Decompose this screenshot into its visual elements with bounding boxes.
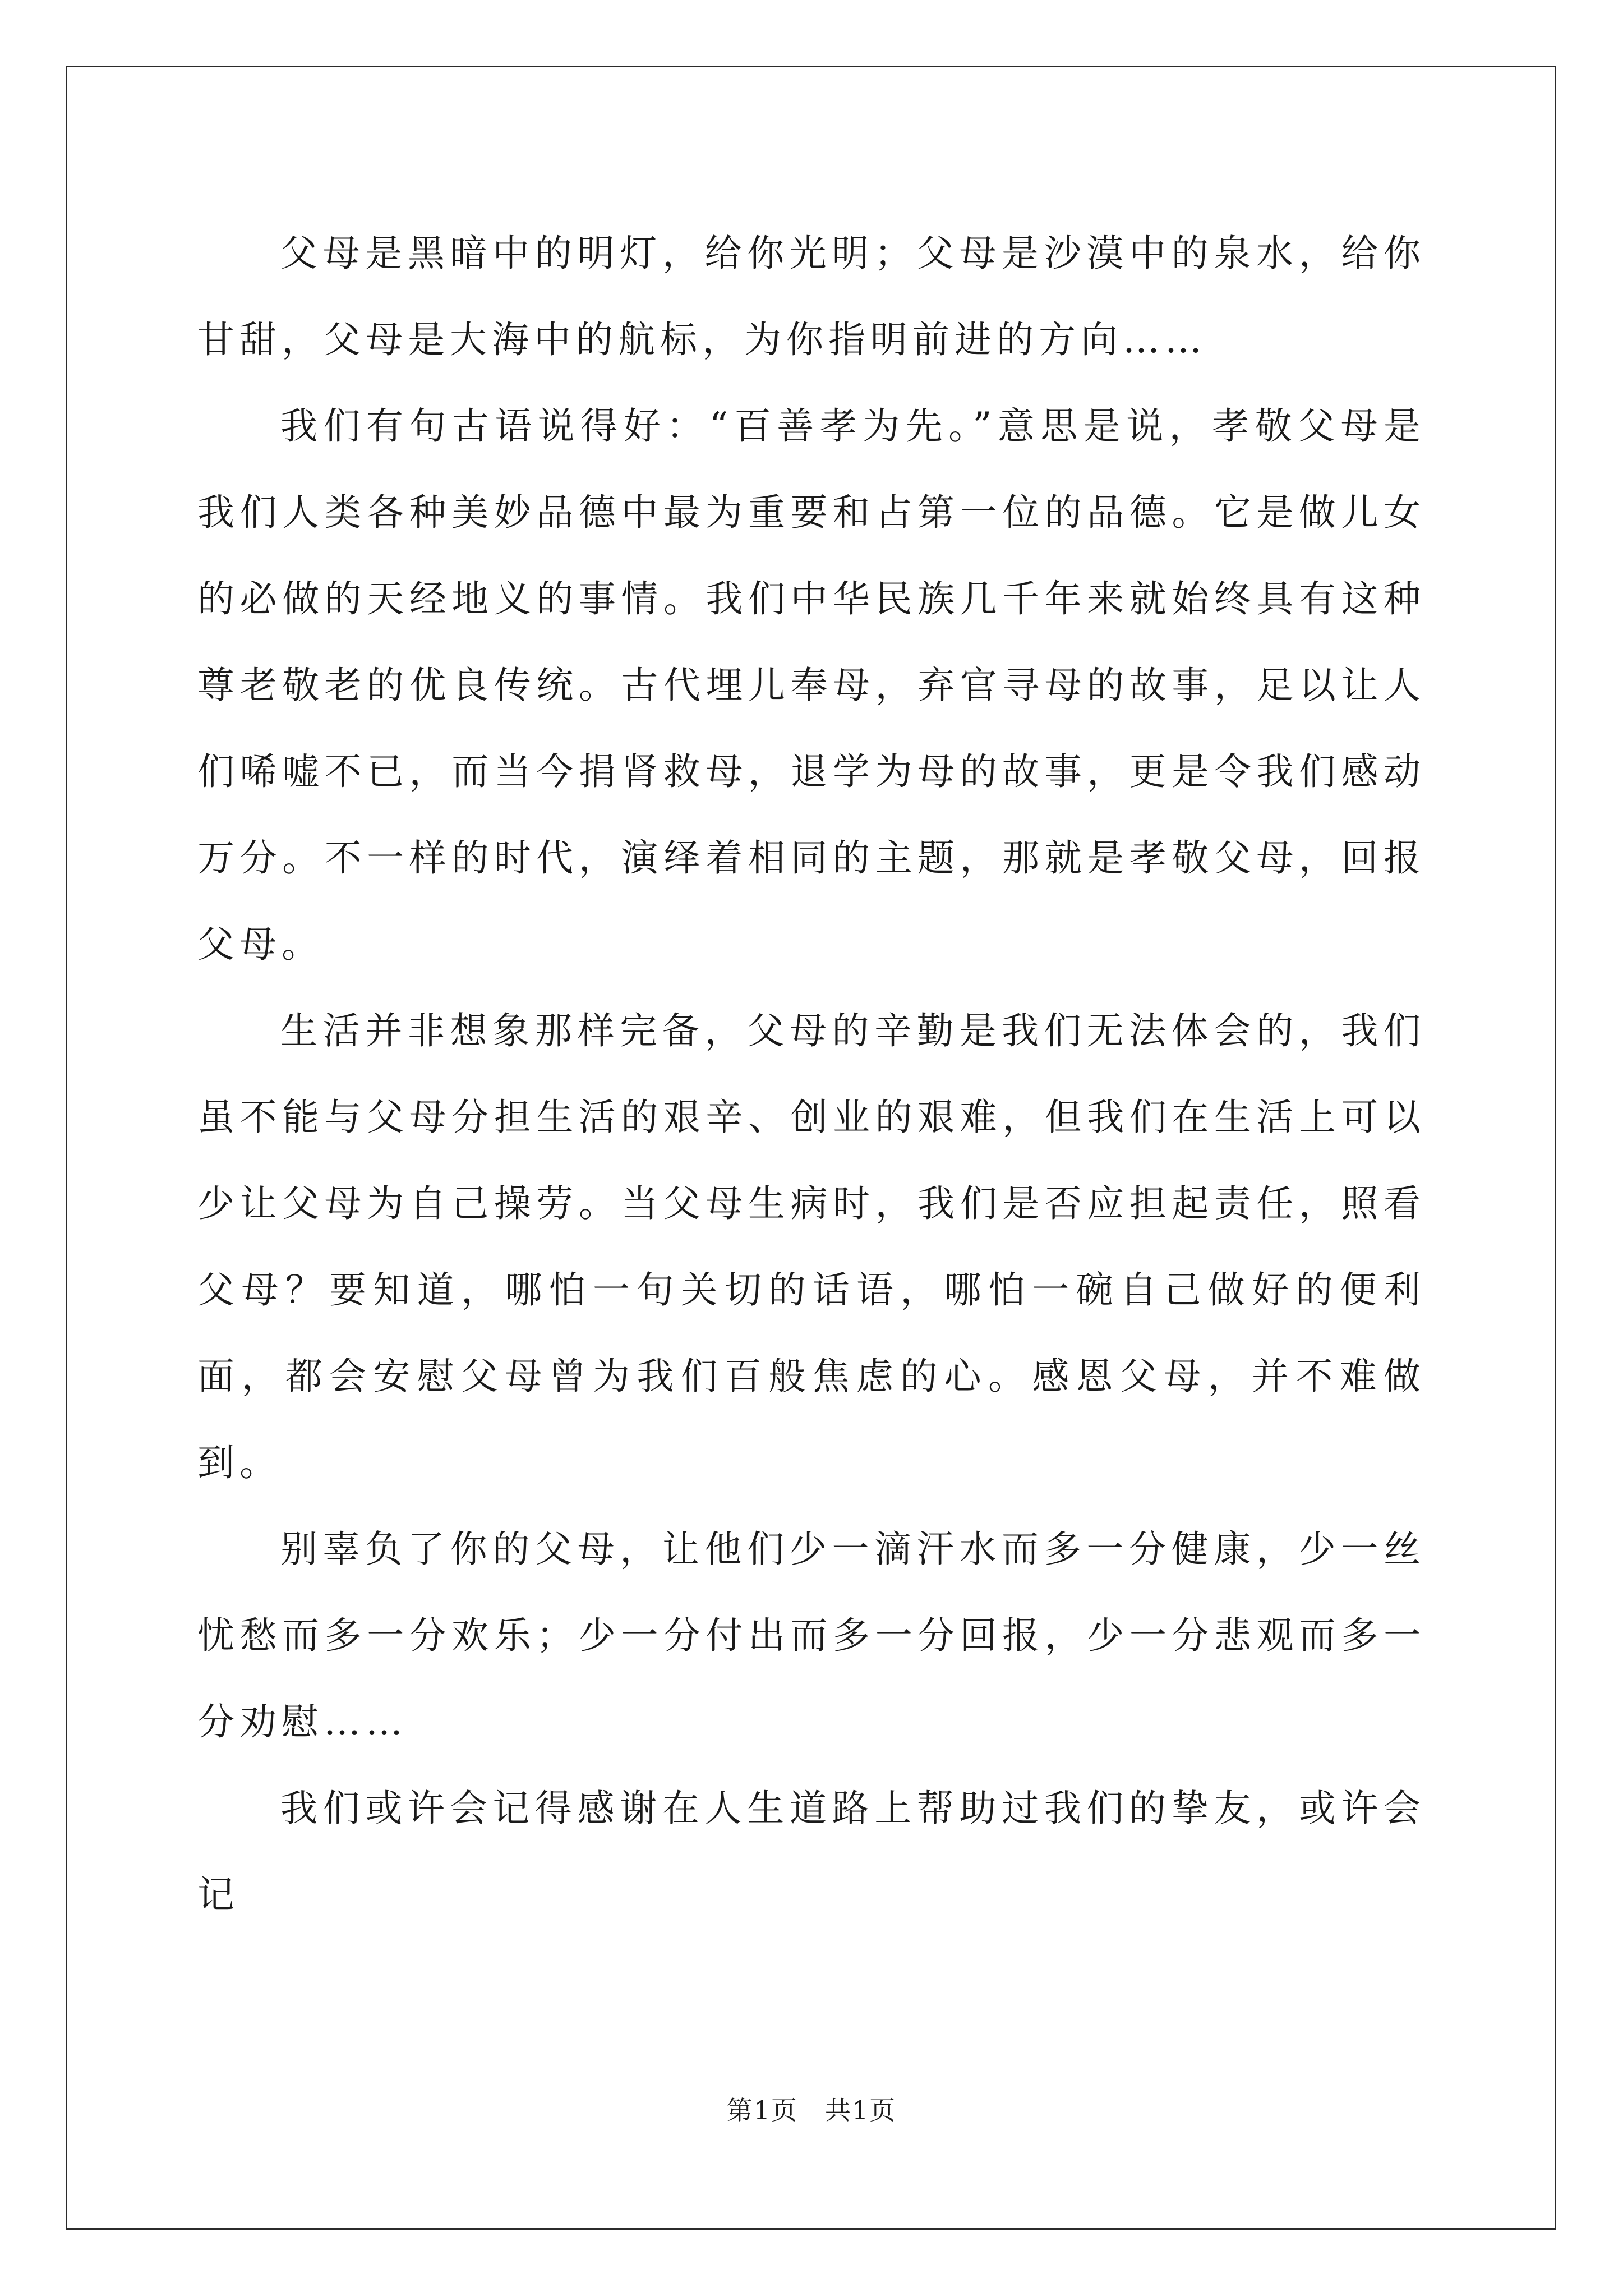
document-body bbox=[197, 210, 1426, 1938]
paragraph-2: 我们有句古语说得好：“百善孝为先。”意思是说，孝敬父母是我们人类各种美妙品德中最为重要和占第一位的品德。它是做儿女的必做的天经地义的事情。我们中华民族几千年来就始终具有这种尊老敬老的优良传统。古代埋儿奉母，弃官寻母的故事，足以让人们唏嘘不已，而当今捐肾救母，退学为母的故事，更是令我们感动万分。不一样的时代，演绎着相同的主题，那就是孝敬父母，回报父母。 bbox=[197, 404, 1426, 966]
paragraph-5: 我们或许会记得感谢在人生道路上帮助过我们的挚友，或许会记 bbox=[197, 1787, 1426, 1916]
page-number-footer: 第1页 共1页 bbox=[726, 2095, 897, 2125]
paragraph-4: 别辜负了你的父母，让他们少一滴汗水而多一分健康，少一丝忧愁而多一分欢乐；少一分付出而多一分回报，少一分悲观而多一分劝慰…… bbox=[197, 1527, 1426, 1743]
paragraph-3: 生活并非想象那样完备，父母的辛勤是我们无法体会的，我们虽不能与父母分担生活的艰辛、创业的艰难，但我们在生活上可以少让父母为自己操劳。当父母生病时，我们是否应担起责任，照看父母？要知道，哪怕一句关切的话语，哪怕一碗自己做好的便利面，都会安慰父母曾为我们百般焦虑的心。感恩父母，并不难做到。 bbox=[197, 1009, 1426, 1484]
paragraph-1: 父母是黑暗中的明灯，给你光明；父母是沙漠中的泉水，给你甘甜，父母是大海中的航标，为你指明前进的方向…… bbox=[197, 232, 1426, 361]
